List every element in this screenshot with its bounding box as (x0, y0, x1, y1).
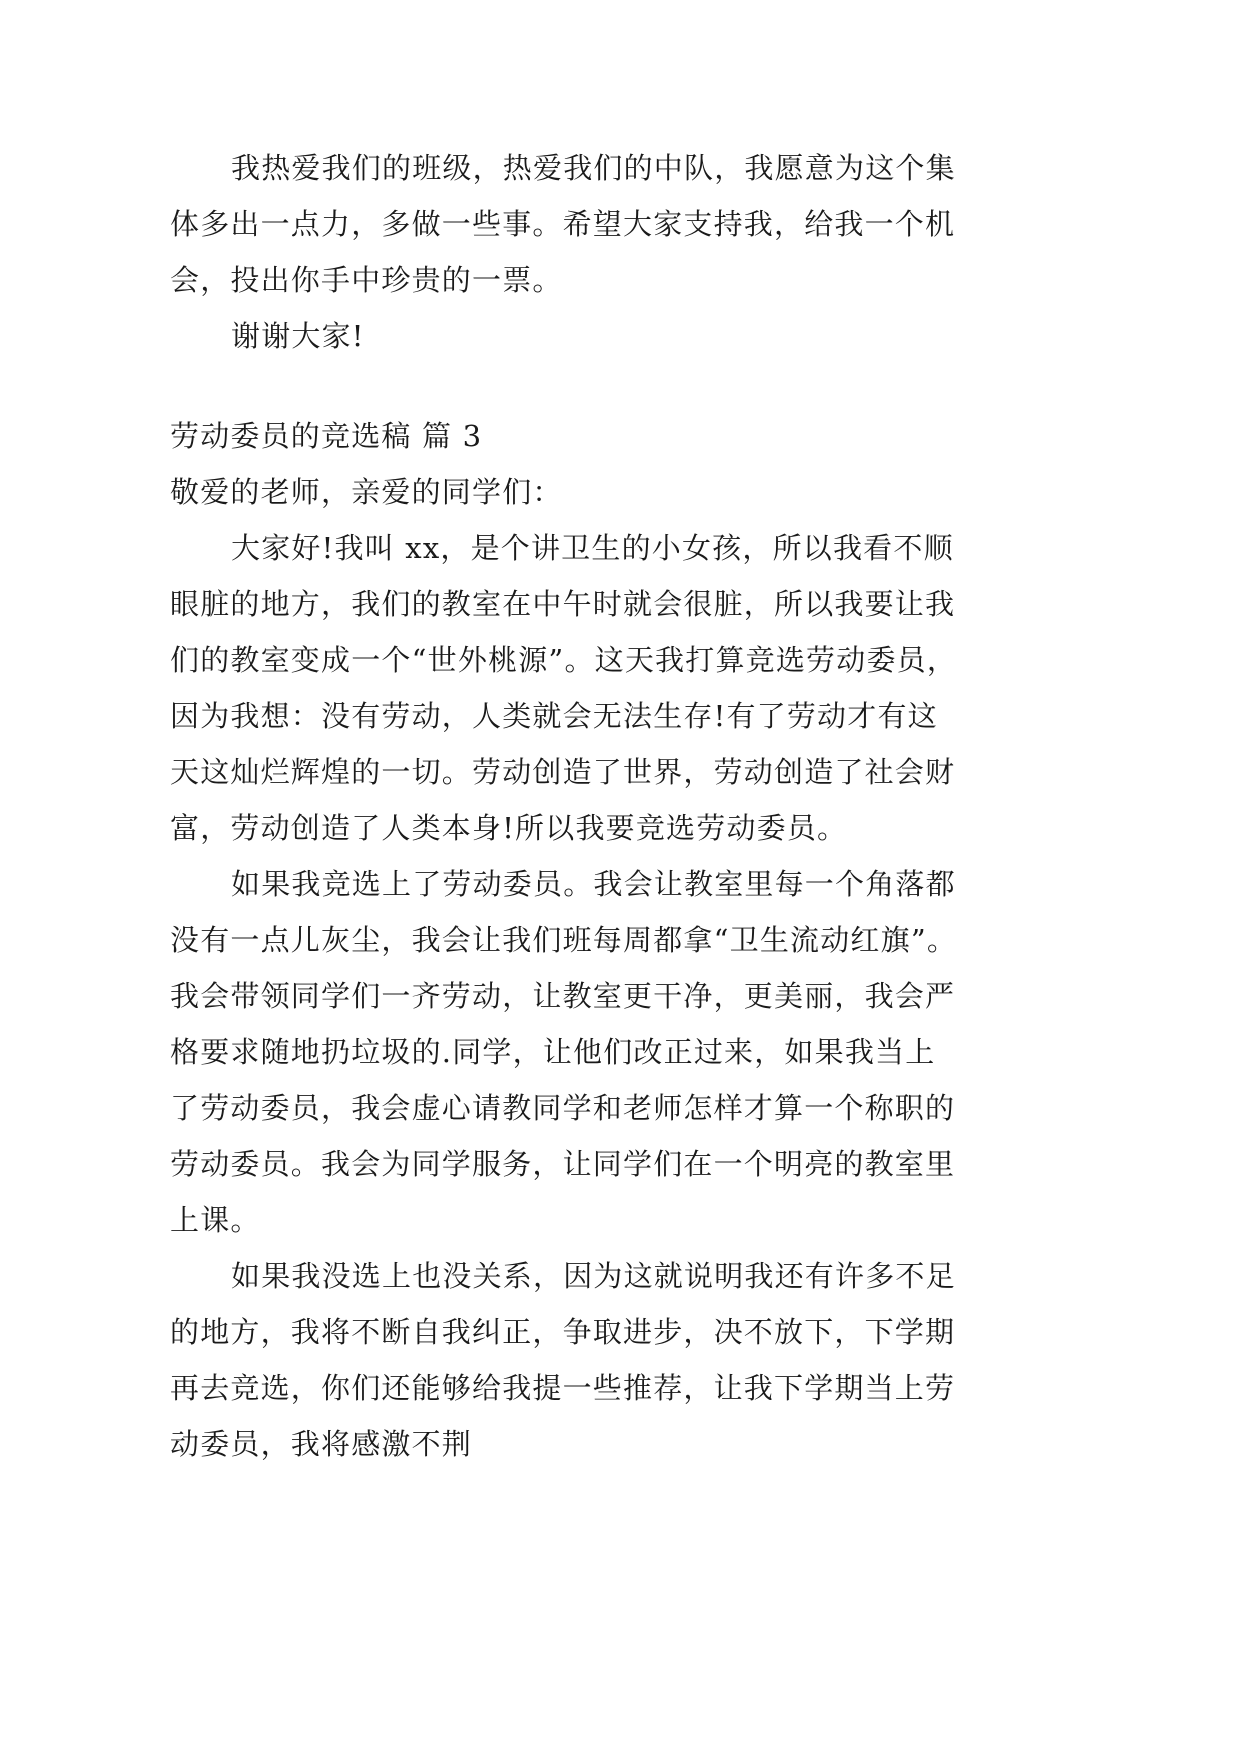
paragraph-line: 上课。 (170, 1203, 261, 1237)
section-heading: 劳动委员的竞选稿 篇 3 (170, 419, 483, 453)
paragraph-line: 如果我竞选上了劳动委员。我会让教室里每一个角落都 (231, 867, 956, 901)
paragraph-line: 格要求随地扔垃圾的.同学，让他们改正过来，如果我当上 (170, 1035, 936, 1069)
paragraph-line: 我热爱我们的班级，热爱我们的中队，我愿意为这个集 (231, 151, 956, 185)
paragraph-line: 天这灿烂辉煌的一切。劳动创造了世界，劳动创造了社会财 (170, 755, 956, 789)
salutation: 敬爱的老师，亲爱的同学们： (170, 475, 563, 509)
paragraph-line: 富，劳动创造了人类本身!所以我要竞选劳动委员。 (170, 811, 848, 845)
paragraph-line: 因为我想：没有劳动，人类就会无法生存!有了劳动才有这 (170, 699, 938, 733)
paragraph-line: 我会带领同学们一齐劳动，让教室更干净，更美丽，我会严 (170, 979, 956, 1013)
paragraph-line: 们的教室变成一个“世外桃源”。这天我打算竞选劳动委员， (170, 643, 958, 677)
paragraph-line: 谢谢大家! (231, 319, 365, 353)
paragraph-line: 会，投出你手中珍贵的一票。 (170, 263, 563, 297)
paragraph-line: 动委员，我将感激不荆 (170, 1427, 473, 1461)
paragraph-line: 的地方，我将不断自我纠正，争取进步，决不放下，下学期 (170, 1315, 956, 1349)
paragraph-line: 眼脏的地方，我们的教室在中午时就会很脏，所以我要让我 (170, 587, 956, 621)
paragraph-line: 如果我没选上也没关系，因为这就说明我还有许多不足 (231, 1259, 956, 1293)
paragraph-line: 体多出一点力，多做一些事。希望大家支持我，给我一个机 (170, 207, 956, 241)
paragraph-line: 大家好!我叫 xx，是个讲卫生的小女孩，所以我看不顺 (231, 531, 954, 565)
paragraph-line: 再去竞选，你们还能够给我提一些推荐，让我下学期当上劳 (170, 1371, 956, 1405)
paragraph-line: 劳动委员。我会为同学服务，让同学们在一个明亮的教室里 (170, 1147, 956, 1181)
paragraph-line: 没有一点儿灰尘，我会让我们班每周都拿“卫生流动红旗”。 (170, 923, 958, 957)
paragraph-line: 了劳动委员，我会虚心请教同学和老师怎样才算一个称职的 (170, 1091, 956, 1125)
